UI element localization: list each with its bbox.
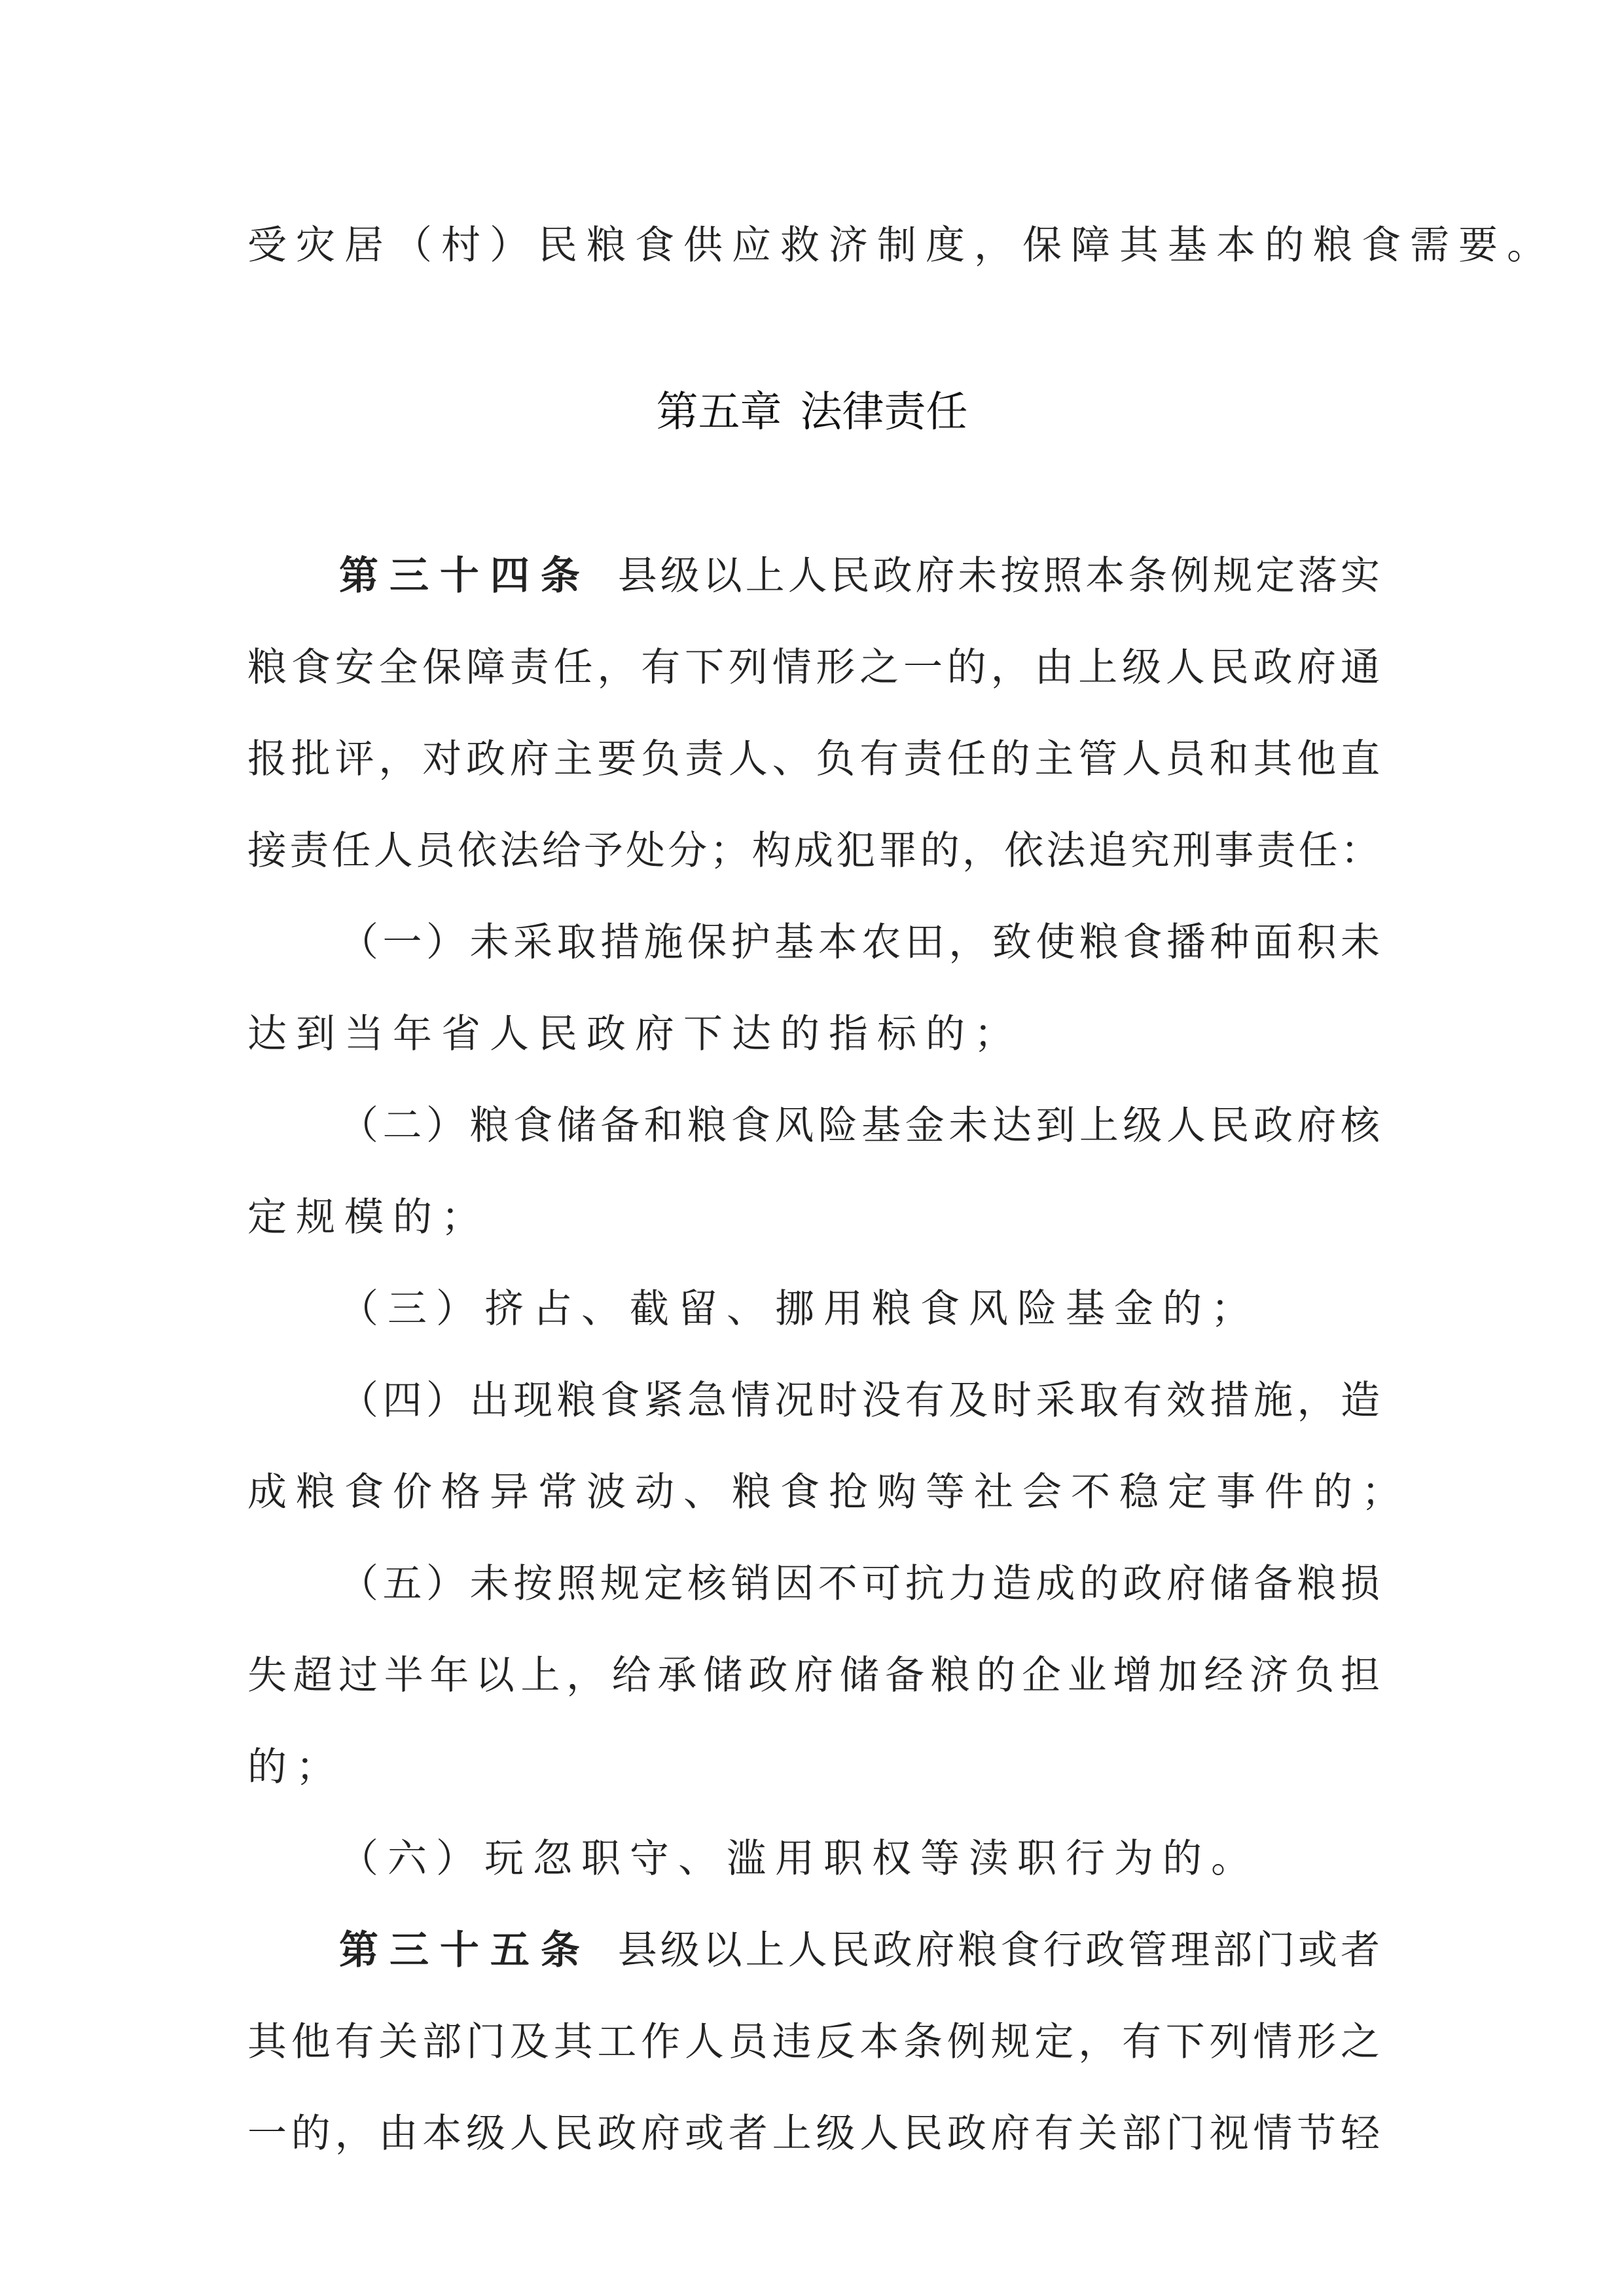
article-34-item-2-line-2: 定规模的；: [247, 1194, 490, 1240]
article-34-item-5-line-3: 的；: [247, 1744, 344, 1790]
article-34-item-5-line-2: 失超过半年以上，给承储政府储备粮的企业增加经济负担: [247, 1653, 1380, 1698]
chapter-title: 法律责任: [800, 388, 968, 437]
article-34-item-2-line-1: （二）粮食储备和粮食风险基金未达到上级人民政府核: [339, 1103, 1380, 1149]
article-35-text-1: 县级以上人民政府粮食行政管理部门或者: [614, 1928, 1380, 1973]
article-34-item-4-line-2: 成粮食价格异常波动、粮食抢购等社会不稳定事件的；: [247, 1469, 1410, 1515]
article-34-item-6-line-1: （六）玩忽职守、滥用职权等渎职行为的。: [339, 1836, 1259, 1882]
opening-line: 受灾居（村）民粮食供应救济制度，保障其基本的粮食需要。: [247, 223, 1555, 268]
article-35-line-2: 其他有关部门及其工作人员违反本条例规定，有下列情形之: [247, 2019, 1380, 2065]
article-35-line-1: [339, 1921, 1380, 1980]
article-34-line-3: 报批评，对政府主要负责人、负有责任的主管人员和其他直: [247, 736, 1380, 782]
article-34-line-2: 粮食安全保障责任，有下列情形之一的，由上级人民政府通: [247, 645, 1380, 691]
article-34-text-1: 县级以上人民政府未按照本条例规定落实: [614, 553, 1380, 599]
article-34-item-3-line-1: （三）挤占、截留、挪用粮食风险基金的；: [339, 1286, 1259, 1332]
article-35-line-3: 一的，由本级人民政府或者上级人民政府有关部门视情节轻: [247, 2111, 1380, 2157]
article-34-item-4-line-1: （四）出现粮食紧急情况时没有及时采取有效措施，造: [339, 1378, 1380, 1424]
article-34-item-1-line-1: （一）未采取措施保护基本农田，致使粮食播种面积未: [339, 920, 1380, 965]
article-34-item-5-line-1: （五）未按照规定核销因不可抗力造成的政府储备粮损: [339, 1561, 1380, 1607]
article-34-label: 第三十四条: [339, 553, 591, 599]
article-34-item-1-line-2: 达到当年省人民政府下达的指标的；: [247, 1011, 1022, 1057]
article-34-line-4: 接责任人员依法给予处分；构成犯罪的，依法追究刑事责任：: [247, 828, 1380, 874]
chapter-heading: [0, 380, 1624, 445]
chapter-number: 第五章: [656, 388, 782, 437]
article-34-line-1: [339, 547, 1380, 605]
article-35-label: 第三十五条: [339, 1928, 591, 1973]
